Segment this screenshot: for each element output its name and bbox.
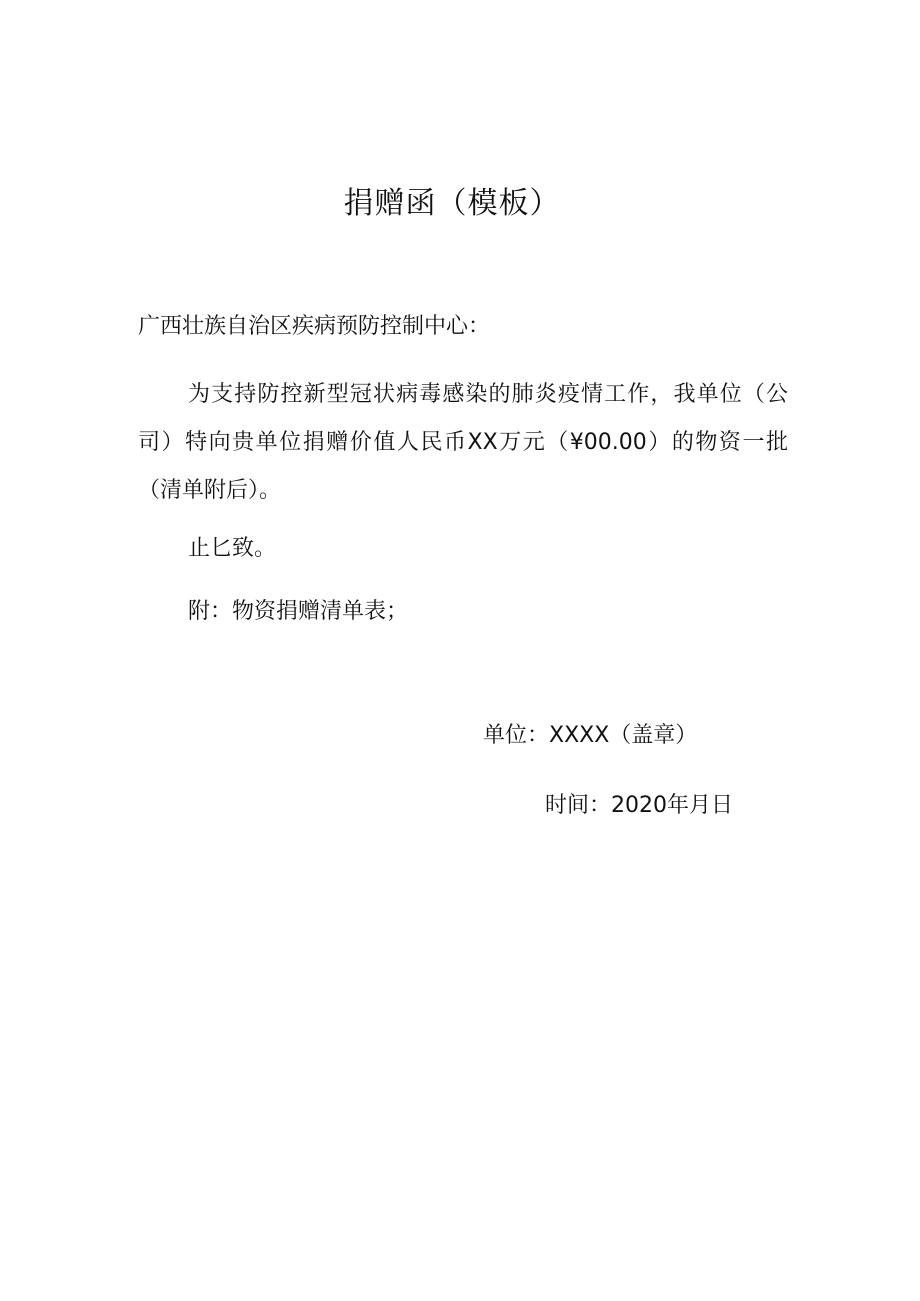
body-paragraph: 为支持防控新型冠状病毒感染的肺炎疫情工作，我单位（公司）特向贵单位捐赠价值人民币XX万元（¥00.00）的物资一批（清单附后）。 (138, 382, 788, 503)
attachment-note: 附：物资捐赠清单表； (188, 599, 409, 624)
salutation: 广西壮族自治区疾病预防控制中心： (138, 314, 491, 339)
signer-unit: 单位：XXXX（盖章） (483, 723, 698, 748)
date-line: 时间：2020年月日 (545, 793, 733, 818)
document-title: 捐赠函（模板） (343, 186, 561, 221)
closing-line: 止匕致。 (188, 536, 277, 561)
